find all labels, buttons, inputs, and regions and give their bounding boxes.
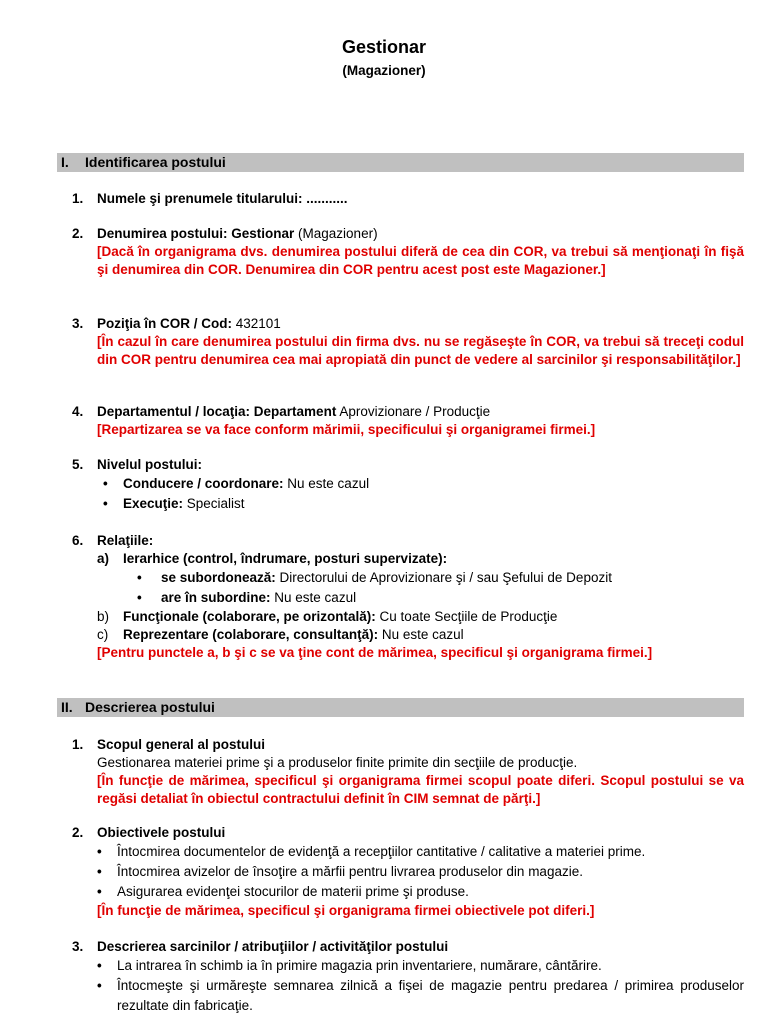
item-label: Relaţiile: bbox=[97, 533, 154, 548]
list-item bbox=[97, 494, 744, 514]
bullet-label: Execuţie: bbox=[123, 496, 184, 511]
red-note: [Repartizarea se va face conform mărimii, specificului şi organigramei firmei.] bbox=[97, 422, 596, 437]
relation-label: Ierarhice (control, îndrumare, posturi supervizate): bbox=[123, 551, 448, 566]
section-header-description bbox=[57, 698, 744, 717]
bullet-label: se subordonează: bbox=[161, 570, 276, 585]
relation-value: Nu este cazul bbox=[378, 627, 464, 642]
list-item bbox=[97, 882, 744, 902]
item-label: Descrierea sarcinilor / atribuţiilor / activităţilor postului bbox=[97, 939, 449, 954]
item-number: 3. bbox=[72, 939, 84, 954]
bullet-label: Conducere / coordonare: bbox=[123, 476, 284, 491]
bullet-icon: • bbox=[103, 496, 108, 511]
bullet-icon: • bbox=[97, 864, 102, 879]
sublist-letter: a) bbox=[97, 551, 110, 566]
item-label: Scopul general al postului bbox=[97, 737, 266, 752]
item-relations bbox=[72, 532, 744, 662]
item-number: 3. bbox=[72, 316, 84, 331]
bullet-value: Directorului de Aprovizionare şi / sau Şefului de Depozit bbox=[275, 570, 612, 585]
item-holder-name bbox=[72, 190, 744, 208]
bullet-icon: • bbox=[97, 978, 102, 993]
bullet-text: La intrarea în schimb ia în primire magazia prin inventariere, numărare, cântărire. bbox=[117, 958, 602, 973]
item-label: Nivelul postului: bbox=[97, 457, 203, 472]
bullet-icon: • bbox=[137, 570, 142, 585]
item-label: Numele şi prenumele titularului: ........... bbox=[97, 191, 348, 206]
relation-label: Funcţionale (colaborare, pe orizontală): bbox=[123, 609, 376, 624]
item-number: 2. bbox=[72, 226, 84, 241]
document-subtitle: (Magazioner) bbox=[342, 63, 426, 78]
section-title: Identificarea postului bbox=[85, 154, 226, 170]
list-item bbox=[97, 588, 744, 608]
bullet-text: Întocmirea avizelor de însoţire a mărfii pentru livrarea produselor din magazie. bbox=[117, 864, 583, 879]
bullet-text: Întocmeşte şi urmăreşte semnarea zilnică a fişei de magazie pentru predarea / primirea produselor rezultate din fabricaţie. bbox=[117, 978, 744, 1013]
bullet-icon: • bbox=[97, 884, 102, 899]
item-number: 2. bbox=[72, 825, 84, 840]
document-title: Gestionar bbox=[341, 37, 427, 57]
item-job-level bbox=[72, 456, 744, 514]
item-value: (Magazioner) bbox=[294, 226, 378, 241]
bullet-icon: • bbox=[103, 476, 108, 491]
bullet-icon: • bbox=[97, 844, 102, 859]
list-item bbox=[97, 842, 744, 862]
item-label: Obiectivele postului bbox=[97, 825, 226, 840]
item-objectives bbox=[72, 824, 744, 920]
item-number: 5. bbox=[72, 457, 84, 472]
list-item bbox=[97, 976, 744, 1016]
red-note: [Dacă în organigrama dvs. denumirea postului diferă de cea din COR, va trebui să menţionaţi în fişă şi denumirea din COR. Denumirea din COR pentru acest post este Magazioner.] bbox=[97, 244, 744, 277]
item-number: 1. bbox=[72, 191, 84, 206]
item-general-purpose bbox=[72, 736, 744, 808]
item-value: Aprovizionare / Producţie bbox=[336, 404, 491, 419]
sublist-letter: b) bbox=[97, 609, 110, 624]
item-number: 1. bbox=[72, 737, 84, 752]
red-note: [În funcţie de mărimea, specificul şi organigrama firmei obiectivele pot diferi.] bbox=[97, 903, 595, 918]
relation-label: Reprezentare (colaborare, consultanţă): bbox=[123, 627, 379, 642]
item-label: Departamentul / locaţia: Departament bbox=[97, 404, 337, 419]
bullet-text: Asigurarea evidenţei stocurilor de materii prime şi produse. bbox=[117, 884, 469, 899]
bullet-text: Întocmirea documentelor de evidenţă a recepţiilor cantitative / calitative a materiei prime. bbox=[117, 844, 646, 859]
list-item bbox=[97, 568, 744, 588]
bullet-value: Nu este cazul bbox=[283, 476, 370, 491]
item-number: 6. bbox=[72, 533, 84, 548]
relation-value: Cu toate Secţiile de Producţie bbox=[375, 609, 558, 624]
red-note: [În funcţie de mărimea, specificul şi organigrama firmei scopul poate diferi. Scopul postului se va regăsi detaliat în obiectul contractului definit în CIM semnat de părţi.] bbox=[97, 773, 744, 806]
sublist-letter: c) bbox=[97, 627, 109, 642]
item-job-title bbox=[72, 225, 744, 279]
item-department bbox=[72, 403, 744, 439]
relation-functional bbox=[97, 608, 744, 626]
section-title: Descrierea postului bbox=[85, 699, 215, 715]
section-number: I. bbox=[61, 154, 69, 170]
list-item bbox=[97, 474, 744, 494]
section-header-identification bbox=[57, 153, 744, 172]
bullet-icon: • bbox=[137, 590, 142, 605]
relation-hierarchical bbox=[97, 550, 744, 568]
section-number: II. bbox=[61, 699, 73, 715]
item-text: Gestionarea materiei prime şi a produselor finite primite din secţiile de producţie. bbox=[97, 755, 578, 770]
list-item bbox=[97, 956, 744, 976]
item-cor-position bbox=[72, 315, 744, 369]
item-value: 432101 bbox=[232, 316, 281, 331]
item-tasks bbox=[72, 938, 744, 1016]
red-note: [În cazul în care denumirea postului din firma dvs. nu se regăseşte în COR, va trebui să treceţi codul din COR pentru denumirea cea mai apropiată din punct de vedere al sarcinilor şi responsabilităţilor.] bbox=[97, 334, 744, 367]
item-label: Poziţia în COR / Cod: bbox=[97, 316, 232, 331]
list-item bbox=[97, 862, 744, 882]
bullet-icon: • bbox=[97, 958, 102, 973]
bullet-value: Nu este cazul bbox=[270, 590, 357, 605]
relation-representation bbox=[97, 626, 744, 644]
item-number: 4. bbox=[72, 404, 84, 419]
bullet-value: Specialist bbox=[183, 496, 245, 511]
item-label: Denumirea postului: Gestionar bbox=[97, 226, 295, 241]
bullet-label: are în subordine: bbox=[161, 590, 271, 605]
red-note: [Pentru punctele a, b şi c se va ţine cont de mărimea, specificul şi organigrama firmei.] bbox=[97, 645, 653, 660]
